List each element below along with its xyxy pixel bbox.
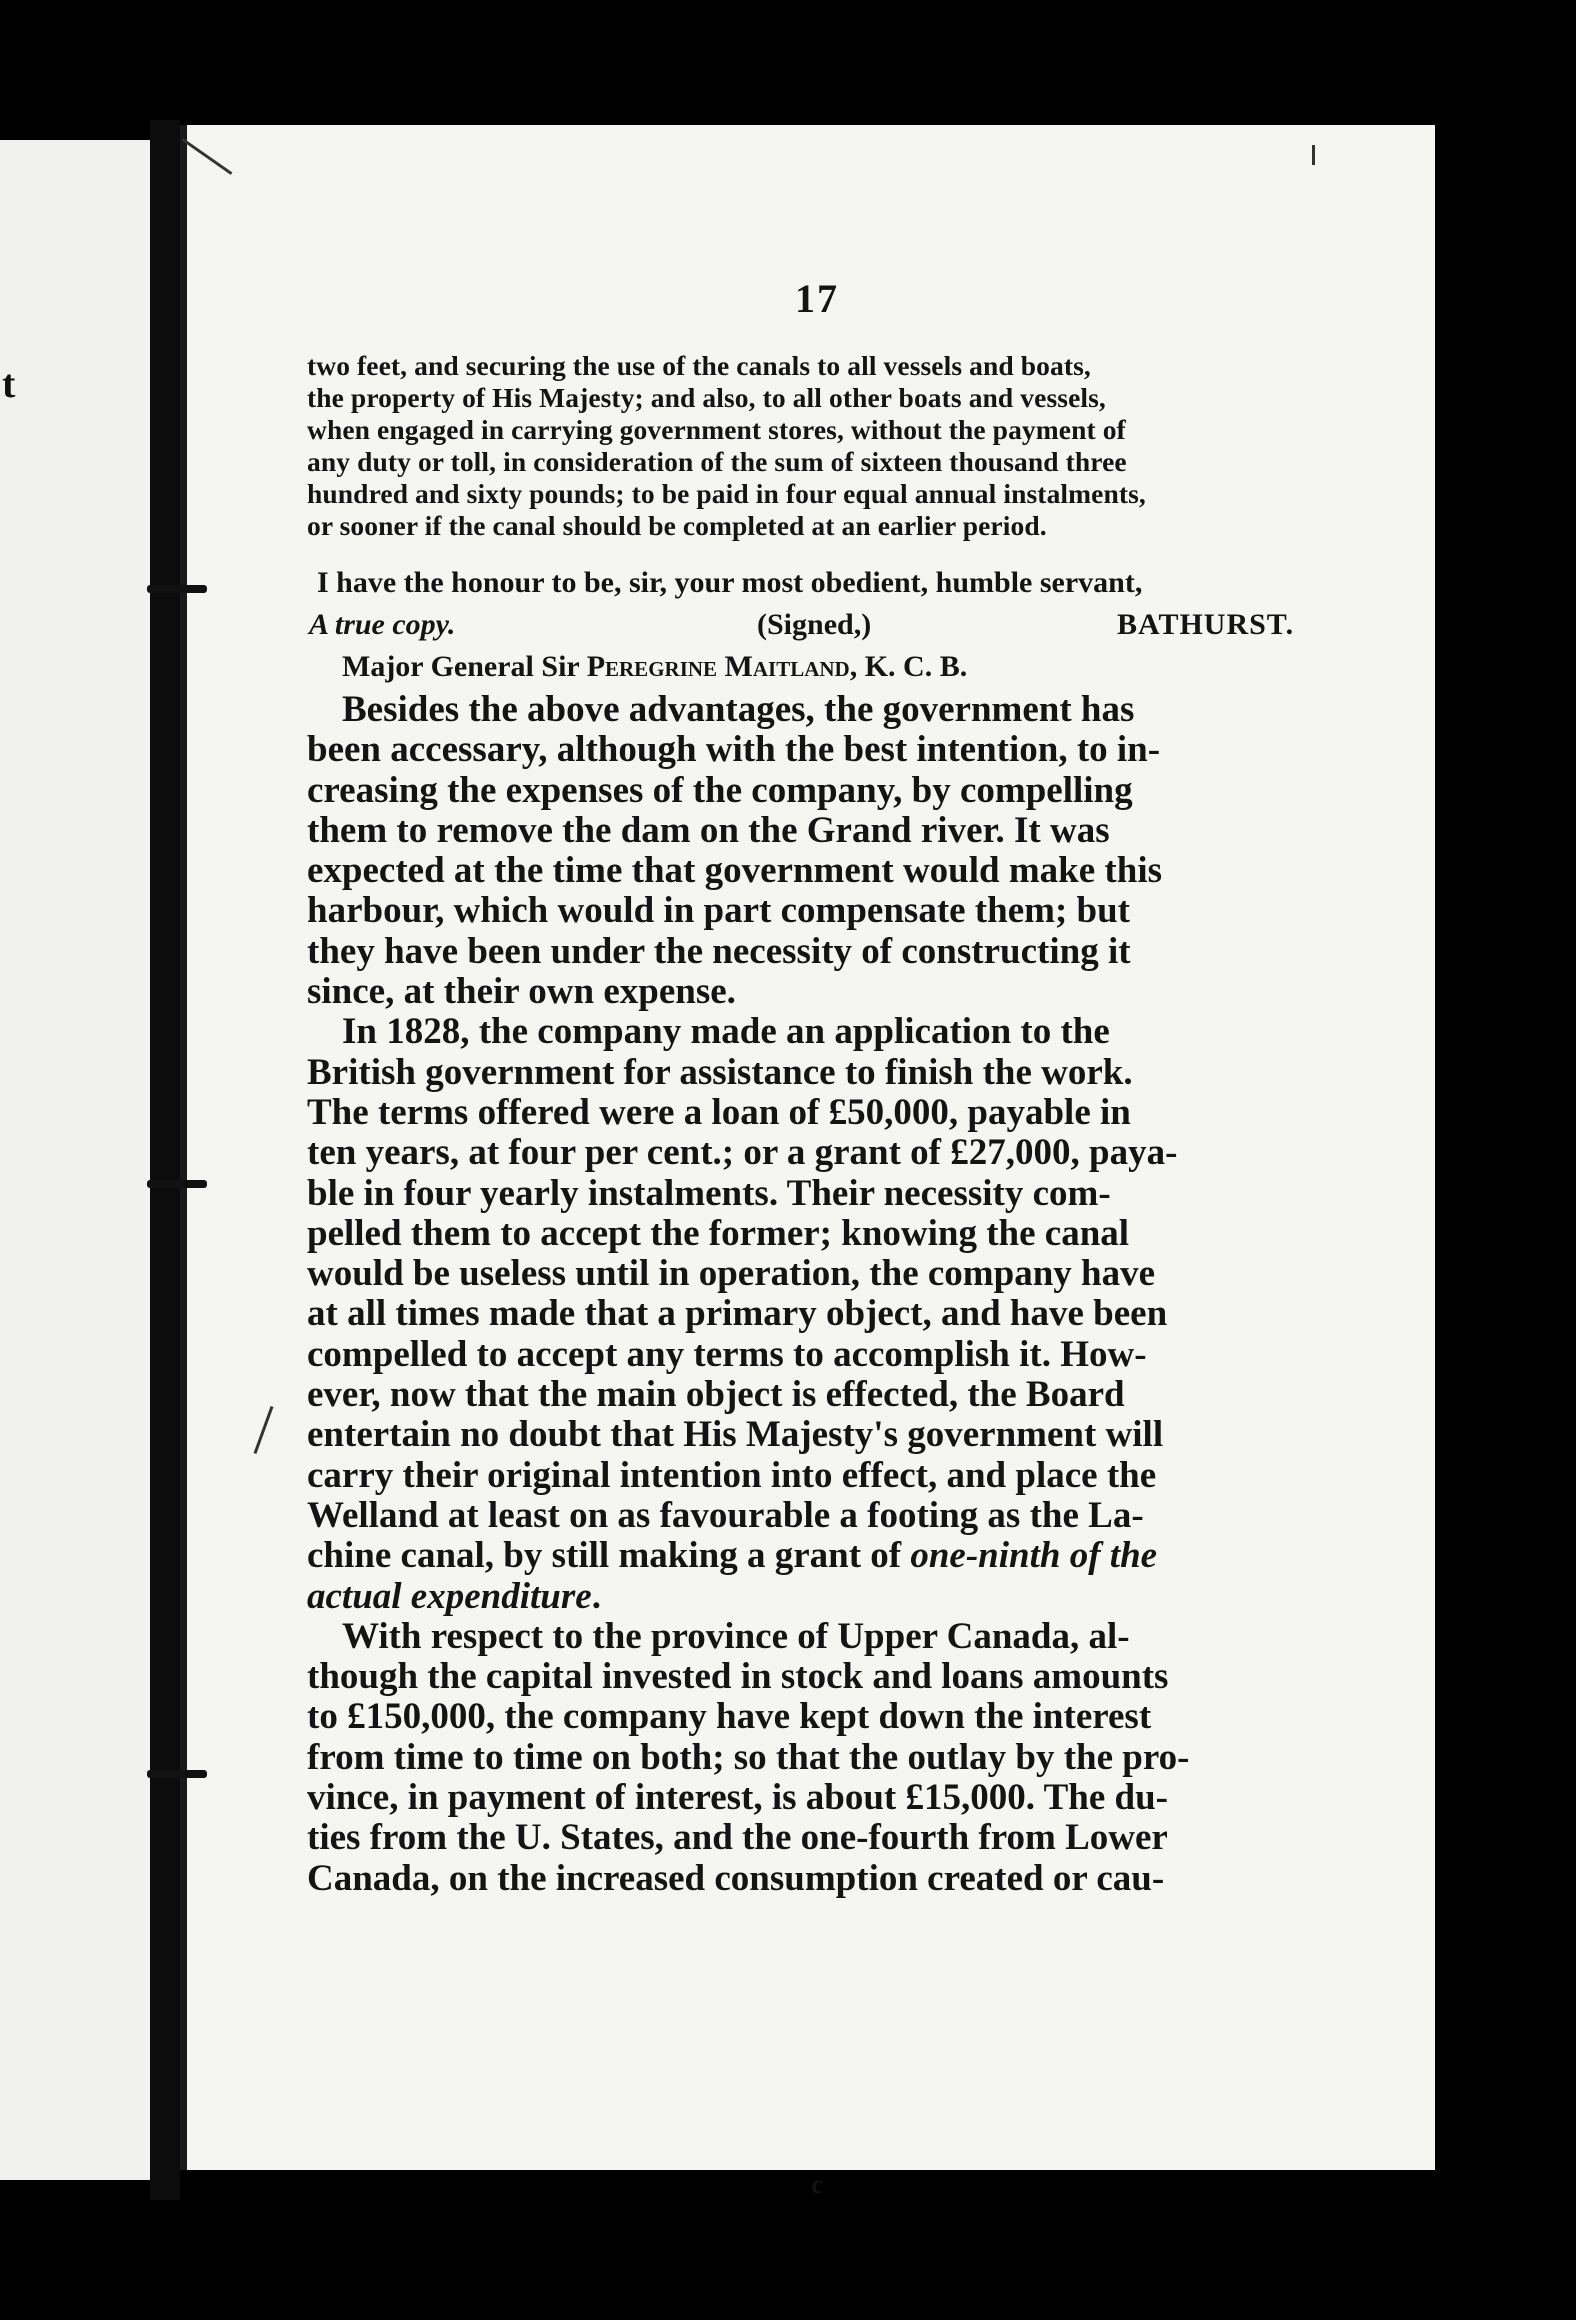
text-line: at all times made that a primary object, and have been [307,1293,1168,1335]
text-line: though the capital invested in stock and loans amounts [307,1656,1169,1698]
text-line: Besides the above advantages, the government has [342,689,1135,730]
italic-text-run: one-ninth of the [910,1535,1158,1577]
paragraph [307,690,1189,1899]
text-line: the property of His Majesty; and also, to all other boats and vessels, [307,382,1106,413]
text-line: entertain no doubt that His Majesty's government will [307,1414,1164,1456]
italic-text-run: actual expenditure [307,1575,592,1617]
facing-page-letter: t [2,361,16,406]
text-line: With respect to the province of Upper Canada, al- [342,1615,1130,1657]
addressee-line [342,650,967,684]
text-line: or sooner if the canal should be completed at an earlier period. [307,510,1047,541]
text-line: compelled to accept any terms to accomplish it. How- [307,1333,1147,1375]
text-line: been accessary, although with the best intention, to in- [307,729,1161,771]
text-run: chine canal, by still making a grant of [307,1535,911,1577]
binding-stitch [147,1770,207,1778]
text-line: expected at the time that government would make this [307,850,1162,892]
signed-label: (Signed,) [757,608,872,641]
binding-stitch [147,1180,207,1188]
text-line [307,1577,1189,1617]
true-copy: A true copy. [309,608,456,641]
text-line: when engaged in carrying government stores, without the payment of [307,414,1126,445]
text-line: from time to time on both; so that the outlay by the pro- [307,1736,1190,1778]
addressee-last-name: Maitland [724,650,850,683]
text-line: The terms offered were a loan of £50,000, payable in [307,1091,1131,1133]
text-line: hundred and sixty pounds; to be paid in four equal annual instalments, [307,478,1146,509]
text-line: two feet, and securing the use of the canals to all vessels and boats, [307,350,1091,381]
text-line: ties from the U. States, and the one-fourth from Lower [307,1817,1168,1859]
text-line: they have been under the necessity of constructing it [307,930,1131,972]
ink-speck [254,1406,274,1454]
binding-stitch [147,585,207,593]
text-line: ten years, at four per cent.; or a grant of £27,000, paya- [307,1132,1178,1174]
text-line: pelled them to accept the former; knowing the canal [307,1212,1130,1254]
letter-excerpt [307,350,1146,542]
addressee-suffix: , K. C. B. [849,650,968,683]
facing-page-edge [0,140,150,2180]
text-line: Canada, on the increased consumption created or cau- [307,1857,1165,1899]
text-line: vince, in payment of interest, is about £15,000. The du- [307,1777,1168,1819]
ink-speck [182,138,233,175]
text-line: ever, now that the main object is effected, the Board [307,1374,1125,1416]
text-line: carry their original intention into effect, and place the [307,1454,1157,1496]
attestation-line [307,608,1317,648]
text-line: Welland at least on as favourable a footing as the La- [307,1494,1144,1536]
addressee-prefix: Major General Sir [342,650,580,683]
text-run: . [591,1575,601,1617]
signature-mark: c [811,2170,823,2199]
closing-line: I have the honour to be, sir, your most obedient, humble servant, [317,566,1143,599]
text-line: would be useless until in operation, the company have [307,1253,1156,1295]
text-line: In 1828, the company made an application to the [342,1011,1110,1053]
text-line: British government for assistance to finish the work. [307,1051,1133,1093]
text-line: any duty or toll, in consideration of the sum of sixteen thousand three [307,446,1127,477]
gutter-shadow [150,120,180,2200]
text-line: to £150,000, the company have kept down the interest [307,1696,1152,1738]
text-line: ble in four yearly instalments. Their necessity com- [307,1172,1111,1214]
text-line: since, at their own expense. [307,971,736,1013]
book-page [180,125,1435,2199]
page-number: 17 [795,276,839,321]
text-line: creasing the expenses of the company, by compelling [307,769,1133,811]
text-line: harbour, which would in part compensate them; but [307,890,1130,932]
text-line: them to remove the dam on the Grand river. It was [307,809,1110,851]
text-line [307,1536,1189,1576]
ink-speck [1312,145,1315,165]
addressee-first-name: Peregrine [586,650,718,683]
signatory: BATHURST. [1117,608,1295,641]
